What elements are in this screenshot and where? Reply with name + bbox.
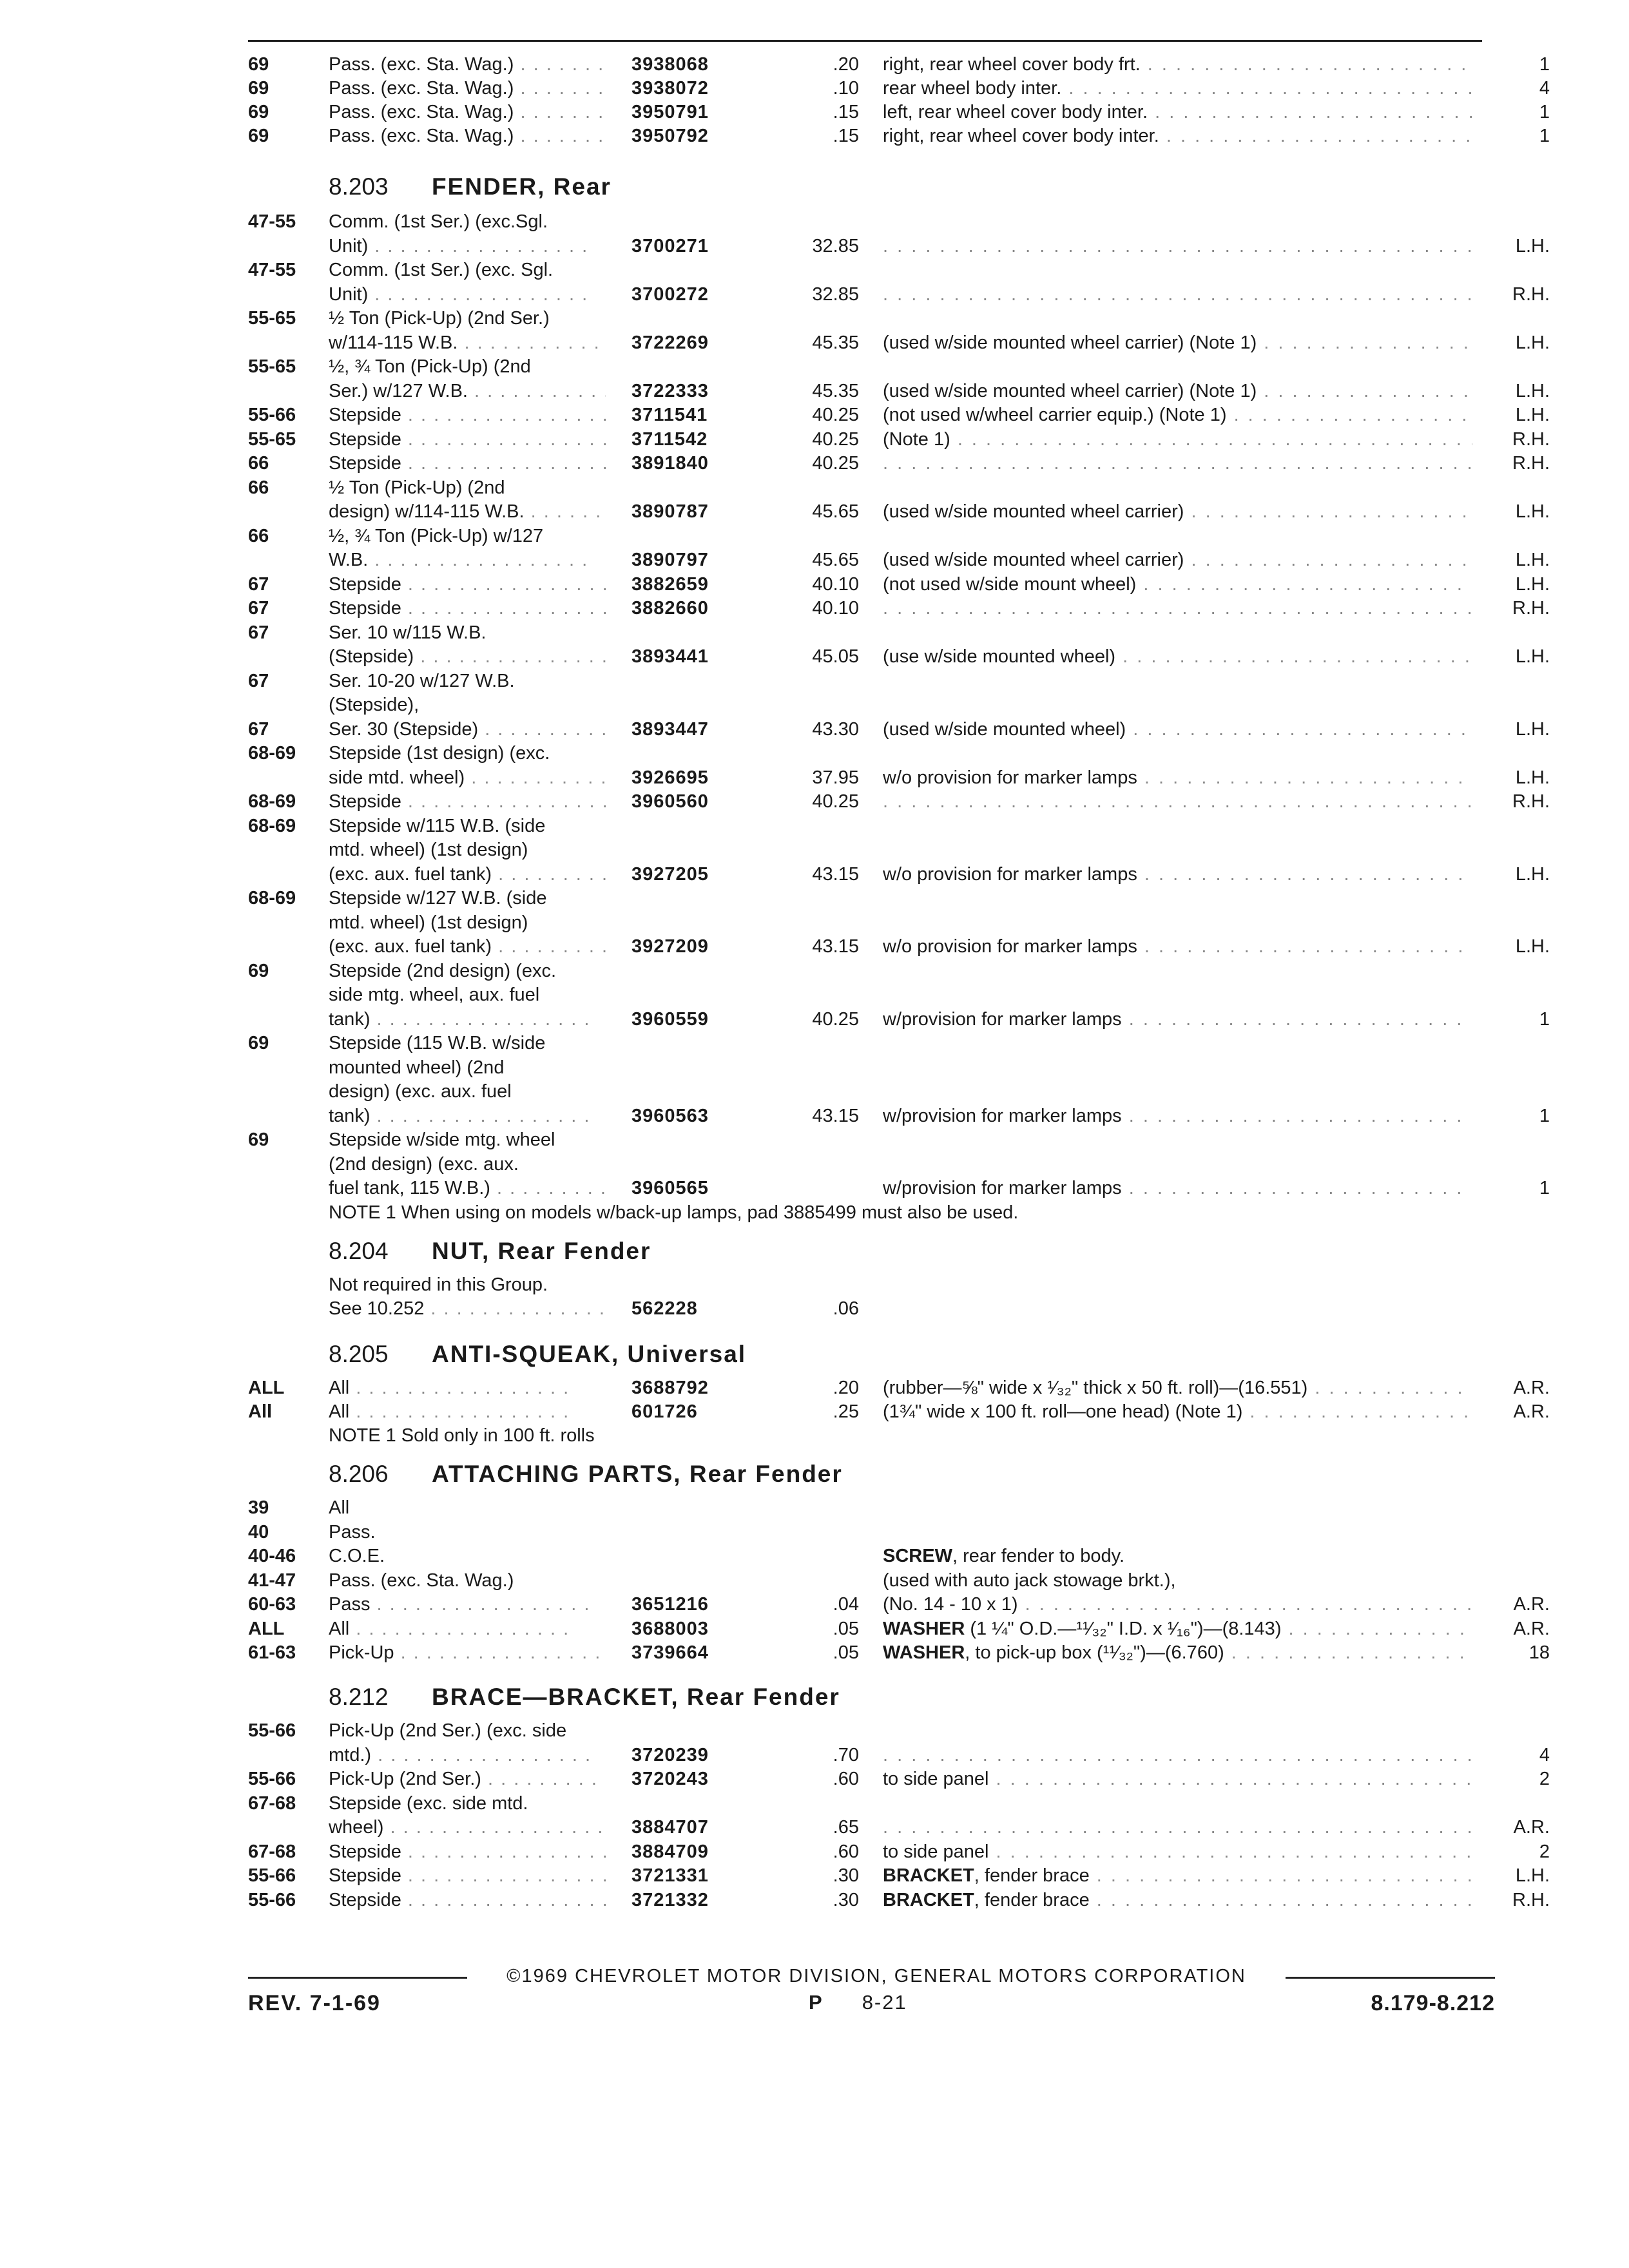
part-number: 562228 xyxy=(631,1298,698,1319)
note-text: , rear fender to body. xyxy=(952,1546,1125,1566)
quantity: R.H. xyxy=(1512,453,1550,474)
row-description: side mtd. wheel) . . . xyxy=(329,766,606,789)
part-number: 3950792 xyxy=(631,126,709,146)
model-year: 69 xyxy=(248,1033,269,1053)
price: 45.65 xyxy=(812,501,859,522)
row-description: Pass. (exc. Sta. Wag.) . . . xyxy=(329,101,606,124)
row-description: Pass. xyxy=(329,1521,376,1542)
row-description: See 10.252 . . . xyxy=(329,1297,606,1320)
row-description: All . . . xyxy=(329,1617,606,1640)
quantity: L.H. xyxy=(1515,550,1550,570)
model-year: 67-68 xyxy=(248,1792,296,1814)
note-text: (not used w/side mount wheel) xyxy=(883,573,1137,595)
row-note xyxy=(883,1400,1472,1423)
row-description: Stepside . . . xyxy=(329,597,606,620)
price: 40.25 xyxy=(812,791,859,812)
note-text: (used w/side mounted wheel carrier) xyxy=(883,501,1184,522)
quantity: L.H. xyxy=(1515,380,1550,401)
item-name: WASHER xyxy=(883,1618,965,1639)
row-description: Stepside . . . xyxy=(329,452,606,475)
note-text: (1¾" wide x 100 ft. roll—one head) (Note 1) xyxy=(883,1401,1243,1422)
part-number: 3927209 xyxy=(631,936,709,957)
row-description: Stepside . . . xyxy=(329,1888,606,1912)
model-year: 67 xyxy=(248,573,269,595)
row-description: ½, ¾ Ton (Pick-Up) w/127 xyxy=(329,525,544,546)
row-description: Pass. (exc. Sta. Wag.) . . . xyxy=(329,124,606,148)
price: 32.85 xyxy=(812,235,859,256)
part-number: 601726 xyxy=(631,1401,698,1422)
section-heading-8-212: 8.212 BRACE—BRACKET, Rear Fender xyxy=(329,1684,840,1710)
row-note xyxy=(883,1888,1472,1912)
price: 40.25 xyxy=(812,428,859,450)
row-description: Stepside w/127 W.B. (side xyxy=(329,888,547,908)
row-description: Pick-Up . . . xyxy=(329,1641,606,1664)
note-text: w/o provision for marker lamps xyxy=(883,936,1137,957)
model-year: 69 xyxy=(248,126,269,146)
part-number: 3926695 xyxy=(631,767,709,788)
price: .05 xyxy=(833,1642,859,1663)
price: 40.10 xyxy=(812,598,859,619)
note-text: (used with auto jack stowage brkt.), xyxy=(883,1570,1176,1591)
page-prefix: P xyxy=(809,1991,824,2013)
row-note xyxy=(883,331,1472,354)
part-number: 3882660 xyxy=(631,598,709,619)
row-description: (Stepside), xyxy=(329,695,419,715)
note-text: w/o provision for marker lamps xyxy=(883,767,1137,788)
quantity: L.H. xyxy=(1515,863,1550,885)
part-number: 3651216 xyxy=(631,1594,709,1615)
model-year: 67-68 xyxy=(248,1841,296,1862)
part-number: 3700271 xyxy=(631,235,709,256)
section-heading-8-204: 8.204 NUT, Rear Fender xyxy=(329,1238,651,1264)
note-text: (used w/side mounted wheel carrier) (Note 1) xyxy=(883,332,1257,353)
quantity: R.H. xyxy=(1512,598,1550,619)
quantity: R.H. xyxy=(1512,791,1550,812)
row-description: fuel tank, 115 W.B.) . . . xyxy=(329,1177,606,1200)
item-name: BRACKET xyxy=(883,1889,974,1910)
row-note xyxy=(883,766,1472,789)
row-description: Stepside . . . xyxy=(329,1840,606,1863)
row-description: wheel) . . . xyxy=(329,1816,606,1839)
footer-rule-left xyxy=(248,1977,467,1979)
part-number: 3893441 xyxy=(631,646,709,667)
price: .30 xyxy=(833,1889,859,1910)
row-description: ½, ¾ Ton (Pick-Up) (2nd xyxy=(329,356,531,377)
price: .70 xyxy=(833,1744,859,1765)
row-note xyxy=(883,1816,1472,1839)
price: 40.25 xyxy=(812,405,859,425)
note-text: (not used w/wheel carrier equip.) (Note 1) xyxy=(883,405,1227,425)
row-description: (Stepside) . . . xyxy=(329,645,606,668)
row-note xyxy=(883,1840,1472,1863)
model-year: ALL xyxy=(248,1618,285,1639)
row-description: Stepside . . . xyxy=(329,403,606,427)
row-description: tank) . . . xyxy=(329,1008,606,1031)
quantity: 4 xyxy=(1539,1744,1550,1765)
part-number: 3739664 xyxy=(631,1642,709,1663)
quantity: L.H. xyxy=(1515,936,1550,957)
note-text: , to pick-up box (¹¹⁄₃₂")—(6.760) xyxy=(965,1642,1224,1663)
quantity: 1 xyxy=(1539,1105,1550,1126)
price: .20 xyxy=(833,1378,859,1398)
note-text: (rubber—⅝" wide x ¹⁄₃₂" thick x 50 ft. roll)—(16.551) xyxy=(883,1378,1308,1398)
note-text: (Note 1) xyxy=(883,428,950,450)
model-year: 69 xyxy=(248,960,269,981)
row-description: Ser.) w/127 W.B. . . . xyxy=(329,380,606,403)
part-number: 3882659 xyxy=(631,573,709,595)
row-description: Comm. (1st Ser.) (exc. Sgl. xyxy=(329,260,554,280)
row-description: ½ Ton (Pick-Up) (2nd Ser.) xyxy=(329,308,550,329)
note-text: left, rear wheel cover body inter. xyxy=(883,102,1148,122)
row-note xyxy=(883,53,1472,76)
part-number: 3722333 xyxy=(631,380,709,401)
model-year: 47-55 xyxy=(248,260,296,280)
row-description: ½ Ton (Pick-Up) (2nd xyxy=(329,477,505,498)
part-number: 3700272 xyxy=(631,284,709,305)
part-number: 3891840 xyxy=(631,453,709,474)
note-text: w/provision for marker lamps xyxy=(883,1178,1122,1198)
model-year: 67 xyxy=(248,598,269,619)
row-description: Stepside (1st design) (exc. xyxy=(329,743,550,764)
quantity: L.H. xyxy=(1515,767,1550,788)
section-range: 8.179-8.212 xyxy=(1371,1991,1495,2015)
row-note xyxy=(883,718,1472,741)
row-note xyxy=(883,452,1472,475)
row-note xyxy=(883,863,1472,886)
row-description: mtd. wheel) (1st design) xyxy=(329,840,528,860)
row-description: Pass. (exc. Sta. Wag.) . . . xyxy=(329,53,606,76)
row-description: tank) . . . xyxy=(329,1104,606,1128)
quantity: A.R. xyxy=(1513,1401,1550,1422)
row-description: side mtg. wheel, aux. fuel xyxy=(329,985,540,1005)
note-text: (used w/side mounted wheel carrier) xyxy=(883,550,1184,570)
row-note xyxy=(883,124,1472,148)
model-year: 40 xyxy=(248,1521,269,1542)
row-description: design) (exc. aux. fuel xyxy=(329,1081,512,1102)
footer-rule-right xyxy=(1286,1977,1495,1979)
row-note xyxy=(883,573,1472,596)
fender-note: NOTE 1 When using on models w/back-up lamps, pad 3885499 must also be used. xyxy=(329,1202,1019,1223)
quantity: R.H. xyxy=(1512,1889,1550,1910)
part-number: 3938068 xyxy=(631,54,709,75)
row-description: Ser. 30 (Stepside) . . . xyxy=(329,718,606,741)
model-year: 55-66 xyxy=(248,405,296,425)
part-number: 3721331 xyxy=(631,1865,709,1886)
price: 45.35 xyxy=(812,332,859,353)
quantity: L.H. xyxy=(1515,501,1550,522)
row-note xyxy=(883,1617,1472,1640)
row-description: Ser. 10-20 w/127 W.B. xyxy=(329,670,515,691)
price: 43.15 xyxy=(812,863,859,885)
price: .04 xyxy=(833,1594,859,1615)
model-year: 55-65 xyxy=(248,356,296,377)
note-text: w/provision for marker lamps xyxy=(883,1008,1122,1030)
quantity: 1 xyxy=(1539,102,1550,122)
model-year: ALL xyxy=(248,1378,285,1398)
model-year: 69 xyxy=(248,54,269,75)
price: 45.05 xyxy=(812,646,859,667)
part-number: 3890797 xyxy=(631,550,709,570)
page-number xyxy=(809,1991,907,2014)
row-description: (2nd design) (exc. aux. xyxy=(329,1153,519,1175)
note-text: to side panel xyxy=(883,1841,989,1862)
part-number: 3688792 xyxy=(631,1378,709,1398)
note-text: right, rear wheel cover body frt. xyxy=(883,54,1141,75)
part-number: 3960563 xyxy=(631,1105,709,1126)
row-description: Stepside (exc. side mtd. xyxy=(329,1792,528,1814)
part-number: 3720239 xyxy=(631,1744,709,1765)
model-year: All xyxy=(248,1401,273,1422)
section-heading-8-206: 8.206 ATTACHING PARTS, Rear Fender xyxy=(329,1461,843,1487)
price: 43.15 xyxy=(812,1105,859,1126)
quantity: L.H. xyxy=(1515,405,1550,425)
price: .20 xyxy=(833,54,859,75)
row-description: (exc. aux. fuel tank) . . . xyxy=(329,863,606,886)
model-year: 67 xyxy=(248,670,269,691)
price: 43.15 xyxy=(812,936,859,957)
price: 37.95 xyxy=(812,767,859,788)
revision-date: REV. 7-1-69 xyxy=(248,1991,381,2015)
row-note xyxy=(883,428,1472,451)
quantity: L.H. xyxy=(1515,235,1550,256)
note-text: (1 ¼" O.D.—¹¹⁄₃₂" I.D. x ¹⁄₁₆")—(8.143) xyxy=(965,1618,1282,1639)
model-year: 55-65 xyxy=(248,428,296,450)
quantity: L.H. xyxy=(1515,1865,1550,1886)
part-number: 3960560 xyxy=(631,791,709,812)
quantity: L.H. xyxy=(1515,332,1550,353)
antisqueak-note: NOTE 1 Sold only in 100 ft. rolls xyxy=(329,1425,595,1446)
row-description: Stepside w/side mtg. wheel xyxy=(329,1129,555,1150)
part-number: 3938072 xyxy=(631,78,709,99)
note-text: (use w/side mounted wheel) xyxy=(883,646,1116,667)
note-text: (used w/side mounted wheel) xyxy=(883,718,1126,740)
price: .05 xyxy=(833,1618,859,1639)
row-description: Stepside . . . xyxy=(329,573,606,596)
row-description: Stepside w/115 W.B. (side xyxy=(329,815,546,836)
model-year: 66 xyxy=(248,453,269,474)
row-note xyxy=(883,283,1472,306)
row-note xyxy=(883,1744,1472,1767)
model-year: 67 xyxy=(248,718,269,740)
row-description: Pass. (exc. Sta. Wag.) xyxy=(329,1570,514,1591)
model-year: 68-69 xyxy=(248,815,296,836)
note-text: , fender brace xyxy=(974,1865,1090,1886)
quantity: 1 xyxy=(1539,54,1550,75)
row-description: C.O.E. xyxy=(329,1546,385,1566)
row-note xyxy=(883,1569,1472,1592)
row-note xyxy=(883,235,1472,258)
model-year: 68-69 xyxy=(248,743,296,764)
quantity: 2 xyxy=(1539,1841,1550,1862)
row-description: design) w/114-115 W.B. . . . xyxy=(329,500,606,523)
row-note xyxy=(883,101,1472,124)
model-year: 66 xyxy=(248,477,269,498)
quantity: A.R. xyxy=(1513,1618,1550,1639)
note-text: to side panel xyxy=(883,1769,989,1789)
quantity: R.H. xyxy=(1512,284,1550,305)
model-year: 41-47 xyxy=(248,1570,296,1591)
model-year: 69 xyxy=(248,78,269,99)
price: .60 xyxy=(833,1841,859,1862)
quantity: A.R. xyxy=(1513,1594,1550,1615)
row-description: w/114-115 W.B. . . . xyxy=(329,331,606,354)
part-number: 3927205 xyxy=(631,863,709,885)
row-note xyxy=(883,548,1472,572)
price: .60 xyxy=(833,1769,859,1789)
price: .15 xyxy=(833,126,859,146)
row-note xyxy=(883,1864,1472,1887)
note-text: (used w/side mounted wheel carrier) (Note 1) xyxy=(883,380,1257,401)
footer-copyright: ©1969 CHEVROLET MOTOR DIVISION, GENERAL MOTORS CORPORATION xyxy=(506,1966,1246,1986)
part-number: 3711542 xyxy=(631,428,708,450)
part-number: 3884709 xyxy=(631,1841,709,1862)
top-rule xyxy=(248,40,1482,42)
part-number: 3950791 xyxy=(631,102,709,122)
price: 32.85 xyxy=(812,284,859,305)
price: .65 xyxy=(833,1817,859,1838)
row-description: All . . . xyxy=(329,1400,606,1423)
page-label: 8-21 xyxy=(862,1991,907,2013)
price: .06 xyxy=(833,1298,859,1319)
item-name: SCREW xyxy=(883,1546,952,1566)
item-name: BRACKET xyxy=(883,1865,974,1886)
model-year: 55-66 xyxy=(248,1889,296,1910)
row-note xyxy=(883,380,1472,403)
row-note xyxy=(883,1008,1472,1031)
quantity: R.H. xyxy=(1512,428,1550,450)
model-year: 55-66 xyxy=(248,1769,296,1789)
part-number: 3884707 xyxy=(631,1817,709,1838)
model-year: 60-63 xyxy=(248,1594,296,1615)
row-description: Ser. 10 w/115 W.B. xyxy=(329,622,487,643)
section-heading-8-203: 8.203 FENDER, Rear xyxy=(329,173,612,200)
quantity: A.R. xyxy=(1513,1817,1550,1838)
model-year: 69 xyxy=(248,102,269,122)
note-text: rear wheel body inter. xyxy=(883,78,1062,99)
price: .15 xyxy=(833,102,859,122)
quantity: 1 xyxy=(1539,1008,1550,1030)
row-description: Stepside . . . xyxy=(329,1864,606,1887)
section-heading-8-205: 8.205 ANTI-SQUEAK, Universal xyxy=(329,1341,747,1367)
item-name: WASHER xyxy=(883,1642,965,1663)
nut-note: Not required in this Group. xyxy=(329,1274,548,1295)
row-note xyxy=(883,1593,1472,1616)
model-year: 68-69 xyxy=(248,888,296,908)
row-note xyxy=(883,1767,1472,1791)
model-year: 67 xyxy=(248,622,269,643)
note-text: w/provision for marker lamps xyxy=(883,1105,1122,1126)
model-year: 55-66 xyxy=(248,1865,296,1886)
row-note xyxy=(883,935,1472,958)
price: .10 xyxy=(833,78,859,99)
row-description: Pass . . . xyxy=(329,1593,606,1616)
price: 43.30 xyxy=(812,718,859,740)
model-year: 69 xyxy=(248,1129,269,1150)
row-note xyxy=(883,403,1472,427)
row-description: Pick-Up (2nd Ser.) (exc. side xyxy=(329,1720,567,1741)
row-description: mtd.) . . . xyxy=(329,1744,606,1767)
row-note xyxy=(883,1641,1472,1664)
note-text: right, rear wheel cover body inter. xyxy=(883,126,1159,146)
price: 40.25 xyxy=(812,453,859,474)
row-note xyxy=(883,597,1472,620)
model-year: 68-69 xyxy=(248,791,296,812)
row-note xyxy=(883,645,1472,668)
note-text: , fender brace xyxy=(974,1889,1090,1910)
note-text: w/o provision for marker lamps xyxy=(883,863,1137,885)
quantity: A.R. xyxy=(1513,1378,1550,1398)
price: 45.65 xyxy=(812,550,859,570)
quantity: 4 xyxy=(1539,78,1550,99)
model-year: 66 xyxy=(248,525,269,546)
row-description: All . . . xyxy=(329,1376,606,1399)
part-number: 3722269 xyxy=(631,332,709,353)
part-number: 3720243 xyxy=(631,1769,709,1789)
note-text: (No. 14 - 10 x 1) xyxy=(883,1594,1018,1615)
row-description: Unit) . . . xyxy=(329,283,606,306)
row-description: Pass. (exc. Sta. Wag.) . . . xyxy=(329,77,606,100)
quantity: 1 xyxy=(1539,126,1550,146)
part-number: 3721332 xyxy=(631,1889,709,1910)
model-year: 55-65 xyxy=(248,308,296,329)
row-description: W.B. . . . xyxy=(329,548,606,572)
row-note xyxy=(883,790,1472,813)
model-year: 40-46 xyxy=(248,1546,296,1566)
price: 40.25 xyxy=(812,1008,859,1030)
row-description: Stepside (2nd design) (exc. xyxy=(329,960,557,981)
price: 40.10 xyxy=(812,573,859,595)
quantity: L.H. xyxy=(1515,646,1550,667)
part-number: 3960559 xyxy=(631,1008,709,1030)
row-description: (exc. aux. fuel tank) . . . xyxy=(329,935,606,958)
row-description: mounted wheel) (2nd xyxy=(329,1057,505,1078)
row-note xyxy=(883,1104,1472,1128)
model-year: 61-63 xyxy=(248,1642,296,1663)
row-note xyxy=(883,1177,1472,1200)
model-year: 39 xyxy=(248,1497,269,1518)
row-description: Stepside . . . xyxy=(329,790,606,813)
row-description: Unit) . . . xyxy=(329,235,606,258)
row-description: All xyxy=(329,1497,350,1518)
price: .25 xyxy=(833,1401,859,1422)
price: .30 xyxy=(833,1865,859,1886)
row-description: Stepside . . . xyxy=(329,428,606,451)
part-number: 3960565 xyxy=(631,1178,709,1198)
model-year: 55-66 xyxy=(248,1720,296,1741)
row-note xyxy=(883,1376,1472,1399)
row-note xyxy=(883,1544,1472,1568)
part-number: 3688003 xyxy=(631,1618,709,1639)
part-number: 3893447 xyxy=(631,718,709,740)
quantity: L.H. xyxy=(1515,573,1550,595)
quantity: L.H. xyxy=(1515,718,1550,740)
model-year: 47-55 xyxy=(248,211,296,232)
row-description: Stepside (115 W.B. w/side xyxy=(329,1033,546,1053)
row-note xyxy=(883,77,1472,100)
part-number: 3890787 xyxy=(631,501,709,522)
price: 45.35 xyxy=(812,380,859,401)
quantity: 1 xyxy=(1539,1178,1550,1198)
quantity: 18 xyxy=(1528,1642,1550,1663)
quantity: 2 xyxy=(1539,1769,1550,1789)
part-number: 3711541 xyxy=(631,405,708,425)
row-description: Pick-Up (2nd Ser.) . . . xyxy=(329,1767,606,1791)
row-description: mtd. wheel) (1st design) xyxy=(329,912,528,933)
row-note xyxy=(883,500,1472,523)
row-description: Comm. (1st Ser.) (exc.Sgl. xyxy=(329,211,548,232)
